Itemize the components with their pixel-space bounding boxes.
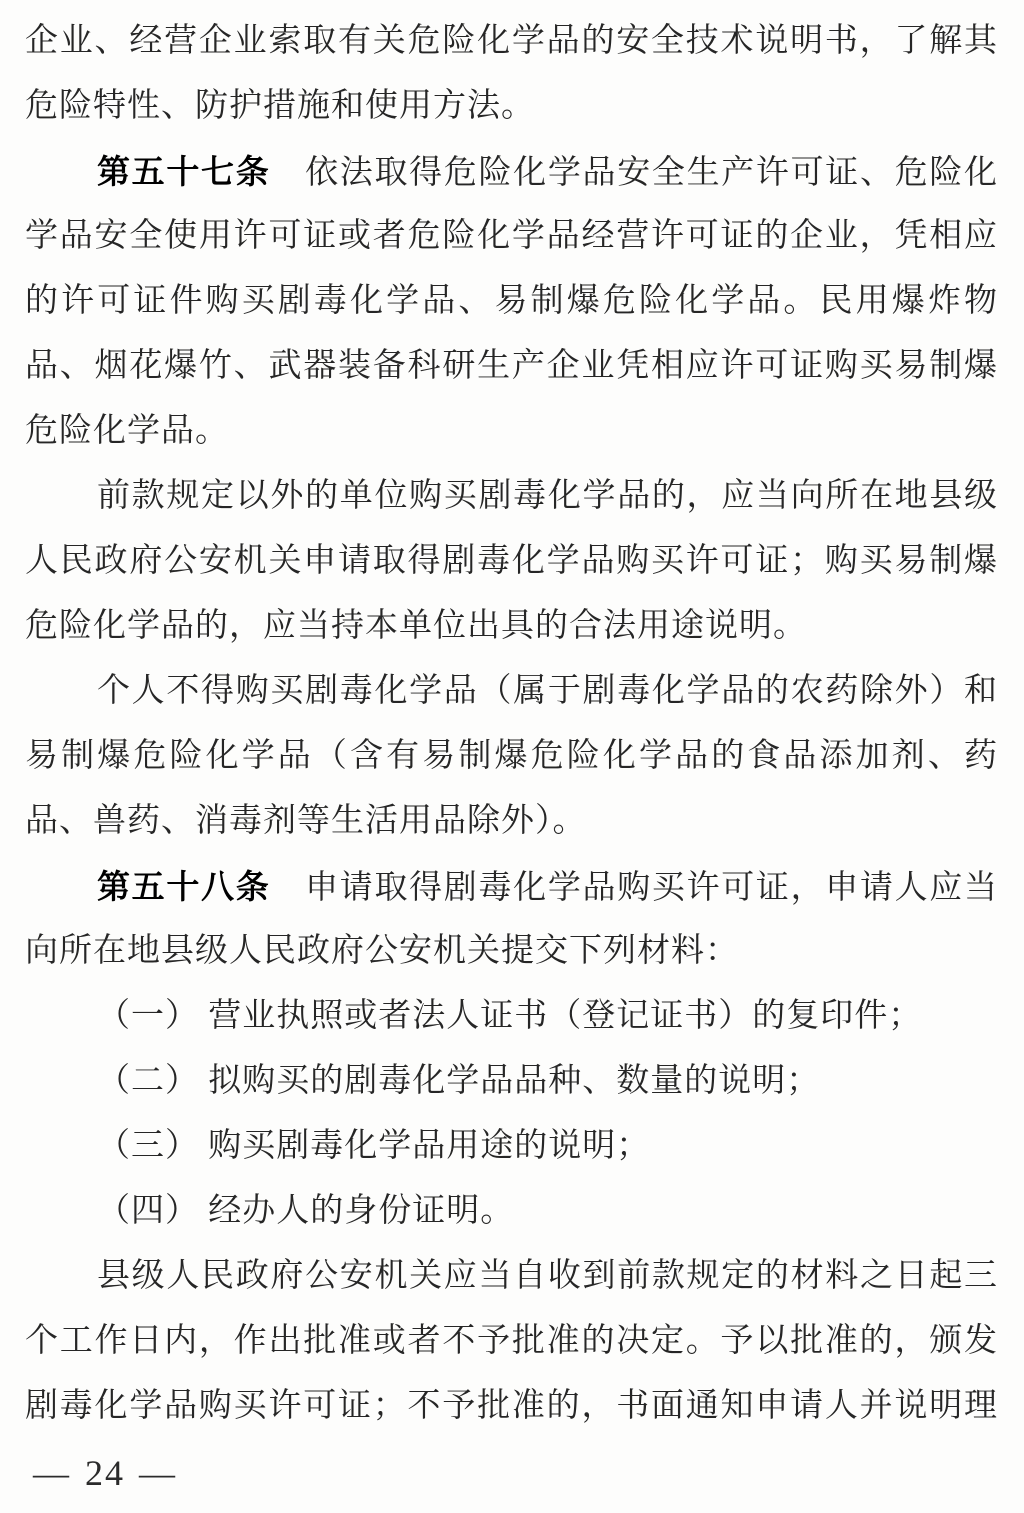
footer-dash-left: — — [33, 1453, 71, 1493]
text-line — [25, 204, 998, 269]
text-run: 企业、经营企业索取有关危险化学品的安全技术说明书，了解其 — [25, 23, 998, 59]
text-line — [25, 74, 998, 139]
text-line — [25, 1114, 998, 1179]
text-line — [25, 854, 998, 919]
text-run: 县级人民政府公安机关应当自收到前款规定的材料之日起三 — [97, 1258, 998, 1294]
page-number: 24 — [85, 1453, 125, 1493]
text-run: 危险化学品。 — [25, 413, 229, 449]
text-run: 申请取得剧毒化学品购买许可证，申请人应当 — [270, 870, 998, 906]
text-run: 易制爆危险化学品（含有易制爆危险化学品的食品添加剂、药 — [25, 738, 998, 774]
text-run: 品、烟花爆竹、武器装备科研生产企业凭相应许可证购买易制爆 — [25, 348, 998, 384]
text-run: 危险特性、防护措施和使用方法。 — [25, 88, 535, 124]
document-body — [25, 9, 998, 1439]
text-line — [25, 1309, 998, 1374]
text-run: 危险化学品的，应当持本单位出具的合法用途说明。 — [25, 608, 807, 644]
text-line — [25, 789, 998, 854]
text-run: （二） 拟购买的剧毒化学品品种、数量的说明； — [97, 1063, 821, 1099]
text-run: 向所在地县级人民政府公安机关提交下列材料： — [25, 933, 739, 969]
text-line — [25, 269, 998, 334]
text-line — [25, 334, 998, 399]
text-line — [25, 659, 998, 724]
text-run: 依法取得危险化学品安全生产许可证、危险化 — [270, 155, 998, 191]
text-line — [25, 919, 998, 984]
text-line — [25, 1049, 998, 1114]
footer-dash-right: — — [139, 1453, 177, 1493]
text-line — [25, 529, 998, 594]
text-line — [25, 1179, 998, 1244]
text-line — [25, 464, 998, 529]
text-line — [25, 594, 998, 659]
text-run: （四） 经办人的身份证明。 — [97, 1193, 515, 1229]
page-footer — [33, 1447, 177, 1499]
article-number: 第五十八条 — [97, 868, 271, 905]
text-line — [25, 1244, 998, 1309]
article-number: 第五十七条 — [97, 153, 271, 190]
text-run: 人民政府公安机关申请取得剧毒化学品购买许可证；购买易制爆 — [25, 543, 998, 579]
text-run: 个人不得购买剧毒化学品（属于剧毒化学品的农药除外）和 — [97, 673, 998, 709]
text-run: 前款规定以外的单位购买剧毒化学品的，应当向所在地县级 — [97, 478, 998, 514]
text-run: 学品安全使用许可证或者危险化学品经营许可证的企业，凭相应 — [25, 218, 998, 254]
text-run: 的许可证件购买剧毒化学品、易制爆危险化学品。民用爆炸物 — [25, 283, 998, 319]
text-line — [25, 399, 998, 464]
text-line — [25, 9, 998, 74]
text-line — [25, 1374, 998, 1439]
text-line — [25, 724, 998, 789]
text-run: （一） 营业执照或者法人证书（登记证书）的复印件； — [97, 998, 923, 1034]
text-run: 剧毒化学品购买许可证；不予批准的，书面通知申请人并说明理 — [25, 1388, 998, 1424]
text-run: 品、兽药、消毒剂等生活用品除外）。 — [25, 803, 587, 839]
text-line — [25, 984, 998, 1049]
text-line — [25, 139, 998, 204]
text-run: （三） 购买剧毒化学品用途的说明； — [97, 1128, 651, 1164]
text-run: 个工作日内，作出批准或者不予批准的决定。予以批准的，颁发 — [25, 1323, 998, 1359]
